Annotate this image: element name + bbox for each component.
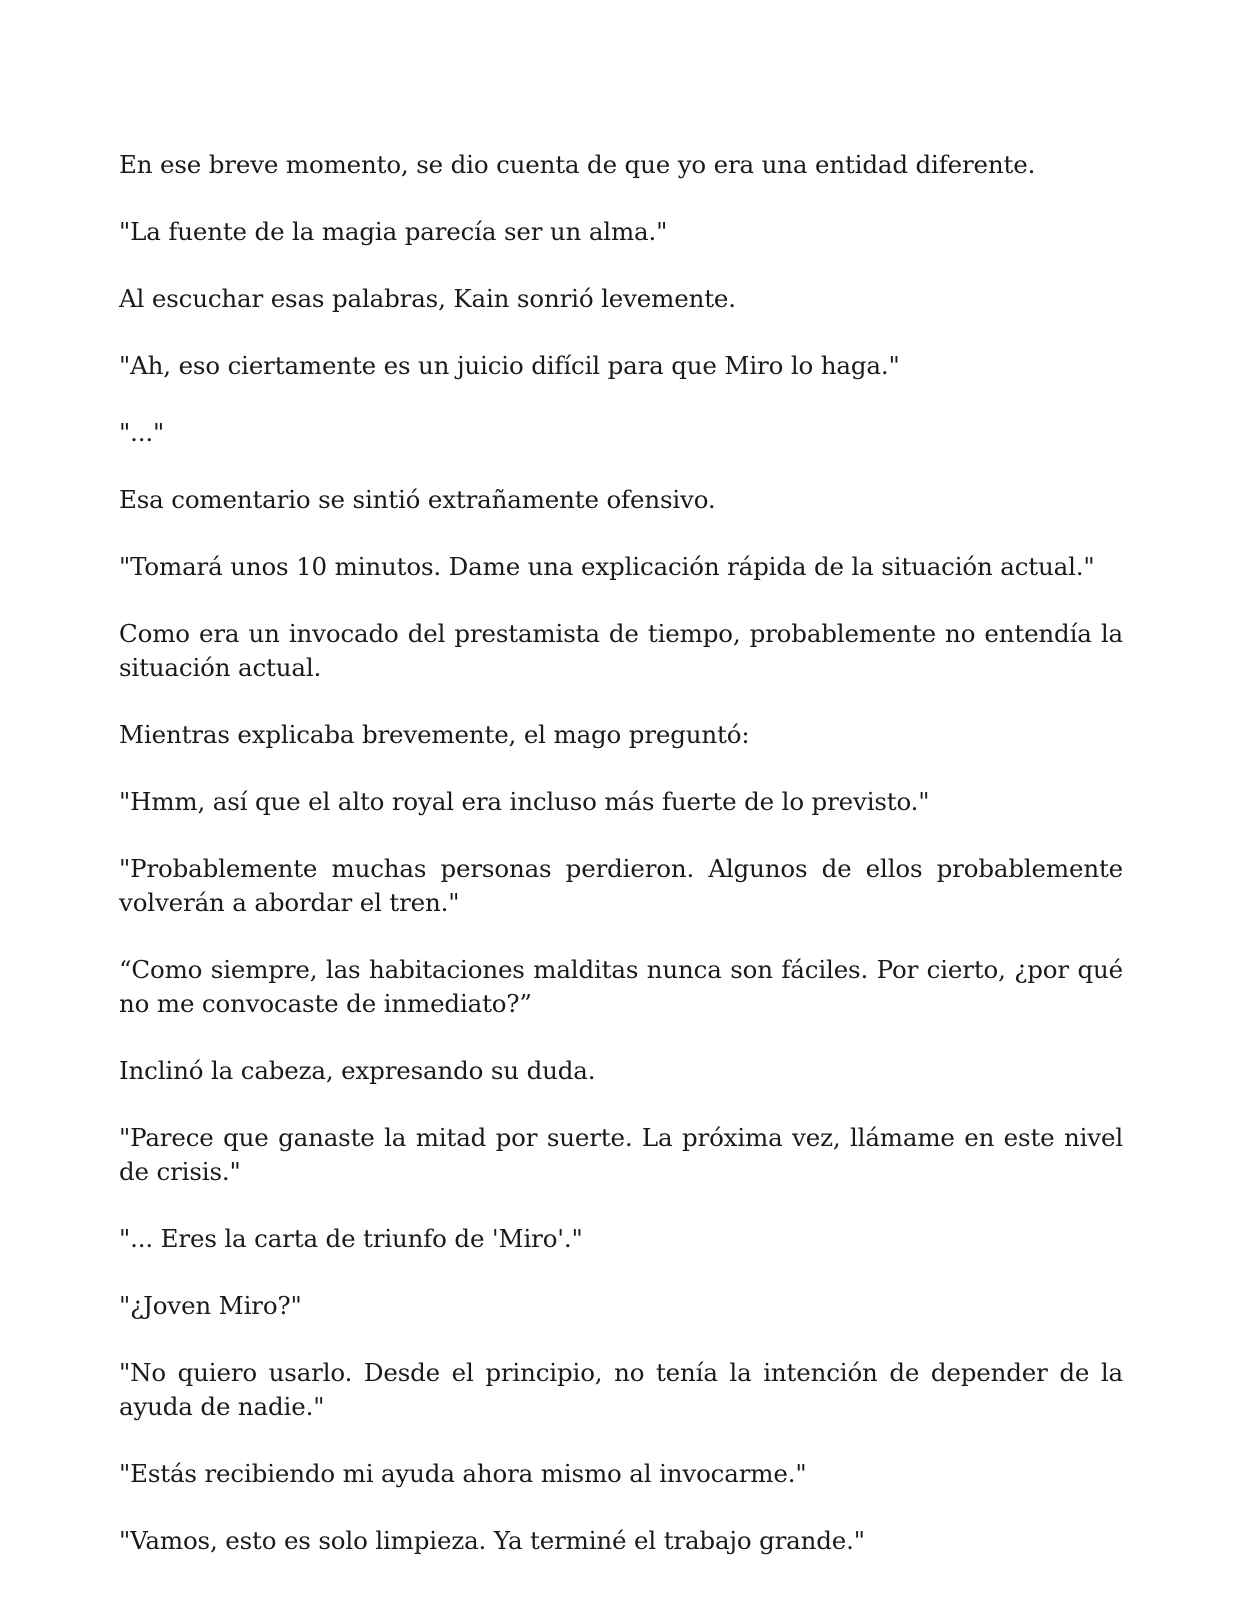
paragraph: En ese breve momento, se dio cuenta de que yo era una entidad diferente. <box>119 150 1036 179</box>
paragraph: "Vamos, esto es solo limpieza. Ya terminé el trabajo grande." <box>119 1526 865 1555</box>
paragraph: Mientras explicaba brevemente, el mago preguntó: <box>119 720 750 749</box>
paragraph: "Tomará unos 10 minutos. Dame una explicación rápida de la situación actual." <box>119 552 1095 581</box>
paragraph: "La fuente de la magia parecía ser un alma." <box>119 217 668 246</box>
paragraph: "... Eres la carta de triunfo de 'Miro'." <box>119 1224 583 1253</box>
document-body <box>119 148 1123 1591</box>
paragraph: "¿Joven Miro?" <box>119 1291 302 1320</box>
paragraph: Esa comentario se sintió extrañamente ofensivo. <box>119 485 716 514</box>
paragraph: Al escuchar esas palabras, Kain sonrió levemente. <box>119 284 736 313</box>
paragraph: "..." <box>119 418 165 447</box>
paragraph: "Estás recibiendo mi ayuda ahora mismo al invocarme." <box>119 1459 807 1488</box>
paragraph: "Ah, eso ciertamente es un juicio difícil para que Miro lo haga." <box>119 351 900 380</box>
paragraph: Inclinó la cabeza, expresando su duda. <box>119 1056 596 1085</box>
paragraph: "No quiero usarlo. Desde el principio, no tenía la intención de depender de la ayuda de nadie." <box>119 1358 1123 1421</box>
paragraph: "Hmm, así que el alto royal era incluso más fuerte de lo previsto." <box>119 787 930 816</box>
paragraph: "Parece que ganaste la mitad por suerte. La próxima vez, llámame en este nivel de crisis." <box>119 1123 1123 1186</box>
paragraph: “Como siempre, las habitaciones malditas nunca son fáciles. Por cierto, ¿por qué no me convocaste de inmediato?” <box>119 955 1123 1018</box>
paragraph: "Probablemente muchas personas perdieron. Algunos de ellos probablemente volverán a abordar el tren." <box>119 854 1123 917</box>
paragraph: Como era un invocado del prestamista de tiempo, probablemente no entendía la situación actual. <box>119 619 1123 682</box>
